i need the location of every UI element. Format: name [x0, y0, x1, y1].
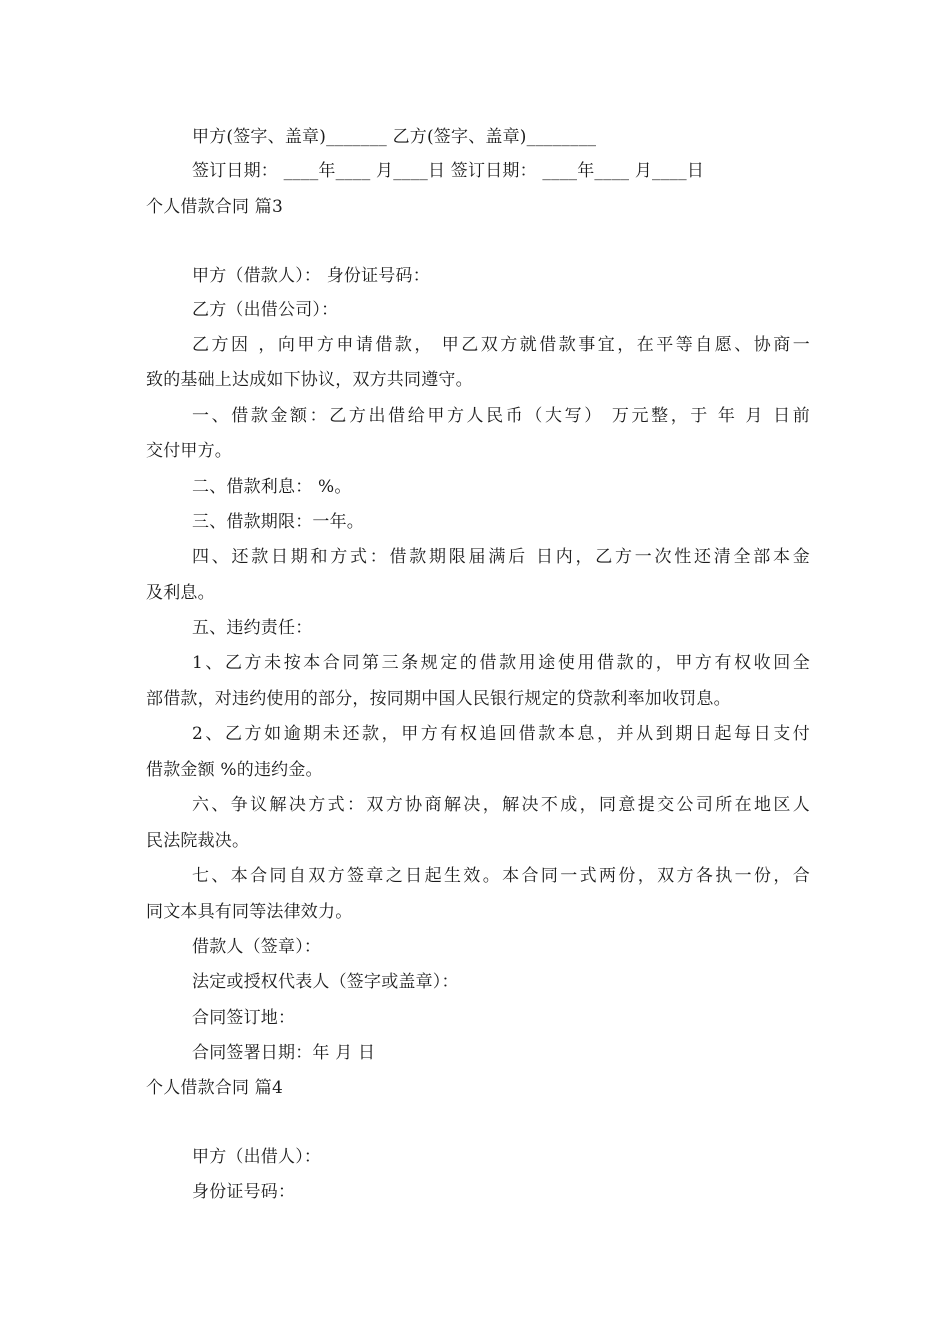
article-7-line-2: 同文本具有同等法律效力。 [146, 902, 353, 922]
article-6-line-1: 六、争议解决方式：双方协商解决，解决不成，同意提交公司所在地区人 [192, 795, 810, 815]
article-5-1-line-1: 1、乙方未按本合同第三条规定的借款用途使用借款的，甲方有权收回全 [192, 653, 810, 673]
article-4-line-1: 四、还款日期和方式：借款期限届满后 日内，乙方一次性还清全部本金 [192, 547, 810, 567]
signature-line: 甲方(签字、盖章)_______ 乙方(签字、盖章)________ [192, 127, 597, 147]
party-b-line: 乙方（出借公司）： [192, 300, 339, 320]
article-5-2-line-2: 借款金额 %的违约金。 [146, 760, 323, 780]
intro-line-1: 乙方因 ，向甲方申请借款， 甲乙双方就借款事宜，在平等自愿、协商一 [192, 335, 810, 355]
section-title-3: 个人借款合同 篇3 [146, 197, 284, 217]
id-number-line: 身份证号码： [192, 1182, 296, 1202]
article-3: 三、借款期限：一年。 [192, 512, 364, 532]
section-title-4: 个人借款合同 篇4 [146, 1078, 284, 1098]
article-2: 二、借款利息： %。 [192, 477, 352, 497]
article-5-1-line-2: 部借款，对违约使用的部分，按同期中国人民银行规定的贷款利率加收罚息。 [146, 689, 731, 709]
signing-place: 合同签订地： [192, 1008, 296, 1028]
party-a-line: 甲方（借款人）： 身份证号码： [192, 266, 430, 286]
lender-line: 甲方（出借人）： [192, 1147, 322, 1167]
article-5: 五、违约责任： [192, 618, 313, 638]
borrower-signature: 借款人（签章）： [192, 937, 322, 957]
article-6-line-2: 民法院裁决。 [146, 831, 250, 851]
article-4-line-2: 及利息。 [146, 583, 215, 603]
signing-date: 合同签署日期：年 月 日 [192, 1043, 376, 1063]
article-1-line-1: 一、借款金额：乙方出借给甲方人民币（大写） 万元整，于 年 月 日前 [192, 406, 810, 426]
article-1-line-2: 交付甲方。 [146, 441, 232, 461]
representative-signature: 法定或授权代表人（签字或盖章）： [192, 972, 459, 992]
signing-date-line: 签订日期： ____年____ 月____日 签订日期： ____年____ 月____日 [192, 161, 705, 181]
intro-line-2: 致的基础上达成如下协议，双方共同遵守。 [146, 370, 473, 390]
article-5-2-line-1: 2、乙方如逾期未还款，甲方有权追回借款本息，并从到期日起每日支付 [192, 724, 810, 744]
article-7-line-1: 七、本合同自双方签章之日起生效。本合同一式两份，双方各执一份，合 [192, 866, 810, 886]
